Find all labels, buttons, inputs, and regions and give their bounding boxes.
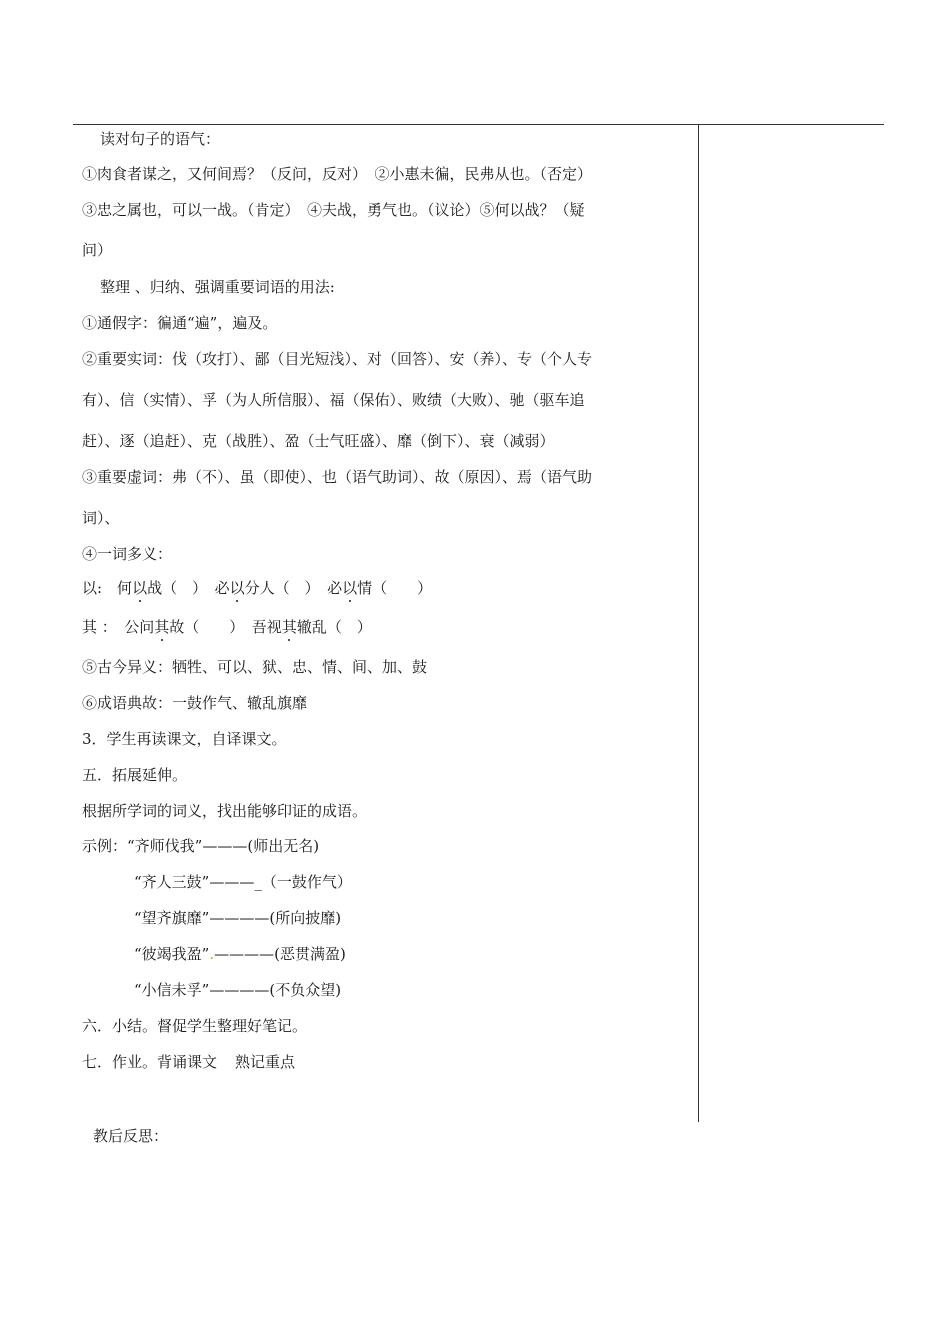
section-heading: 七．作业。背诵课文 熟记重点 [82, 1053, 296, 1071]
text-line: ③忠之属也，可以一战。（肯定） ④夫战，勇气也。（议论）⑤何以战？（疑 [82, 201, 585, 219]
text-line: 问） [82, 241, 113, 259]
emphasis-char: 其 [154, 618, 170, 636]
text-line: ①肉食者谋之，又何间焉？（反问，反对） ②小惠未徧，民弗从也。（否定） [82, 165, 593, 183]
section-heading: 整理 、归纳、强调重要词语的用法: [100, 278, 335, 296]
text-line: 根据所学词的词义，找出能够印证的成语。 [82, 802, 368, 820]
polysemy-line-qi: 其 ： 公问其故（ ） 吾视其辙乱（ ） [82, 618, 372, 636]
text-line: ⑤古今异义：牺牲、可以、狱、忠、情、间、加、鼓 [82, 658, 428, 676]
example-line: 示例：“齐师伐我”———(师出无名) [82, 837, 320, 855]
text-line: ③重要虚词：弗（不）、虽（即使）、也（语气助词）、故（原因）、焉（语气助 [82, 468, 593, 486]
section-heading: 五．拓展延伸。 [82, 766, 188, 784]
example-line: “彼竭我盈”.————(恶贯满盈) [134, 945, 346, 963]
polysemy-line-yi: 以: 何以战（ ） 必以分人（ ） 必以情（ ） [82, 579, 433, 597]
reflection-label: 教后反思： [93, 1127, 169, 1145]
text-line: 有）、信（实情）、孚（为人所信服）、福（保佑）、败绩（大败）、驰（驱车追 [82, 391, 585, 409]
emphasis-char: 其 [281, 618, 297, 636]
table-top-border [73, 124, 884, 125]
section-heading: 六．小结。督促学生整理好笔记。 [82, 1017, 308, 1035]
text-line: 赶）、逐（追赶）、克（战胜）、盈（士气旺盛）、靡（倒下）、衰（减弱） [82, 432, 555, 450]
emphasis-char: 以 [229, 579, 245, 597]
emphasis-char: 以 [342, 579, 358, 597]
text-line: ④一词多义： [82, 545, 173, 563]
text-line: 词）、 [82, 509, 120, 527]
example-line: “望齐旗靡”————(所向披靡) [134, 909, 342, 927]
text-line: 读对句子的语气： [100, 130, 221, 148]
table-column-divider [698, 124, 699, 1122]
emphasis-char: 以 [132, 579, 148, 597]
text-line: 3．学生再读课文，自译课文。 [82, 730, 287, 748]
text-line: ⑥成语典故：一鼓作气、辙乱旗靡 [82, 694, 308, 712]
example-line: “小信未孚”————(不负众望) [134, 981, 342, 999]
text-line: ①通假字：徧通“遍”，遍及。 [82, 314, 278, 332]
example-line: “齐人三鼓”———_（一鼓作气） [134, 873, 352, 891]
text-line: ②重要实词：伐（攻打）、鄙（目光短浅）、对（回答）、安（养）、专（个人专 [82, 350, 593, 368]
